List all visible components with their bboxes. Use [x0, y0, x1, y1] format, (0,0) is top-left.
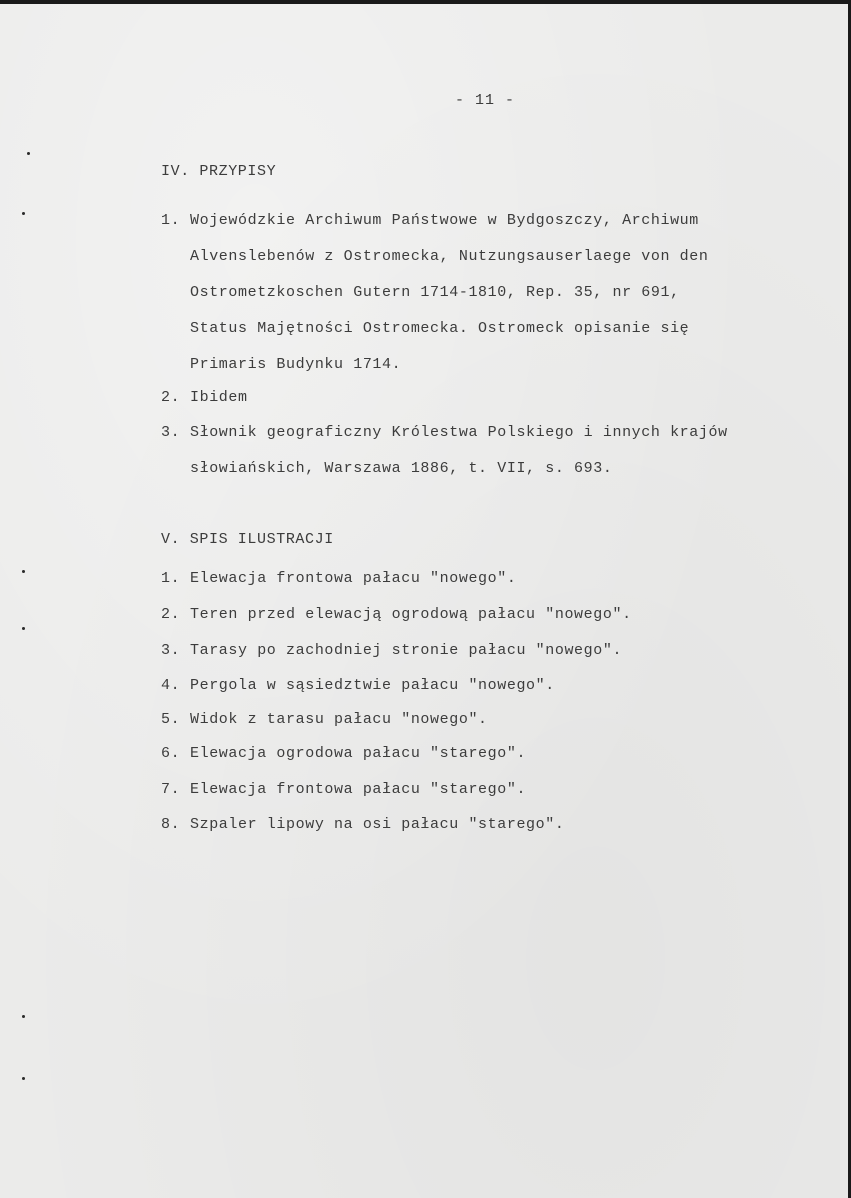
- scan-border-top: [0, 0, 851, 4]
- illustration-number: 8.: [161, 816, 181, 833]
- illustration-title: Elewacja ogrodowa pałacu "starego".: [190, 745, 527, 762]
- illustration-number: 5.: [161, 711, 181, 728]
- note-number: 2.: [161, 389, 181, 406]
- margin-mark: [22, 1077, 25, 1080]
- margin-mark: [22, 570, 25, 573]
- note-text-line: Status Majętności Ostromecka. Ostromeck opisanie się: [190, 320, 690, 337]
- margin-mark: [22, 1015, 25, 1018]
- illustration-number: 4.: [161, 677, 181, 694]
- illustration-title: Elewacja frontowa pałacu "nowego".: [190, 570, 517, 587]
- note-text-line: Primaris Budynku 1714.: [190, 356, 402, 373]
- section-heading-notes: IV. PRZYPISY: [161, 163, 277, 180]
- margin-mark: [27, 152, 30, 155]
- illustration-title: Pergola w sąsiedztwie pałacu "nowego".: [190, 677, 555, 694]
- illustration-number: 3.: [161, 642, 181, 659]
- note-number: 3.: [161, 424, 181, 441]
- note-text-line: Wojewódzkie Archiwum Państwowe w Bydgoszczy, Archiwum: [190, 212, 699, 229]
- illustration-title: Szpaler lipowy na osi pałacu "starego".: [190, 816, 565, 833]
- illustration-number: 6.: [161, 745, 181, 762]
- margin-mark: [22, 627, 25, 630]
- illustration-title: Widok z tarasu pałacu "nowego".: [190, 711, 488, 728]
- margin-mark: [22, 212, 25, 215]
- note-text-line: Ostrometzkoschen Gutern 1714-1810, Rep. 35, nr 691,: [190, 284, 680, 301]
- illustration-number: 1.: [161, 570, 181, 587]
- note-text-line: Ibidem: [190, 389, 248, 406]
- note-text-line: Słownik geograficzny Królestwa Polskiego i innych krajów: [190, 424, 728, 441]
- illustration-title: Elewacja frontowa pałacu "starego".: [190, 781, 527, 798]
- note-text-line: Alvenslebenów z Ostromecka, Nutzungsauserlaege von den: [190, 248, 709, 265]
- illustration-number: 2.: [161, 606, 181, 623]
- illustration-title: Teren przed elewacją ogrodową pałacu "nowego".: [190, 606, 632, 623]
- note-text-line: słowiańskich, Warszawa 1886, t. VII, s. 693.: [190, 460, 613, 477]
- section-heading-illustrations: V. SPIS ILUSTRACJI: [161, 531, 334, 548]
- note-number: 1.: [161, 212, 181, 229]
- page-number: - 11 -: [455, 92, 516, 109]
- illustration-title: Tarasy po zachodniej stronie pałacu "nowego".: [190, 642, 623, 659]
- illustration-number: 7.: [161, 781, 181, 798]
